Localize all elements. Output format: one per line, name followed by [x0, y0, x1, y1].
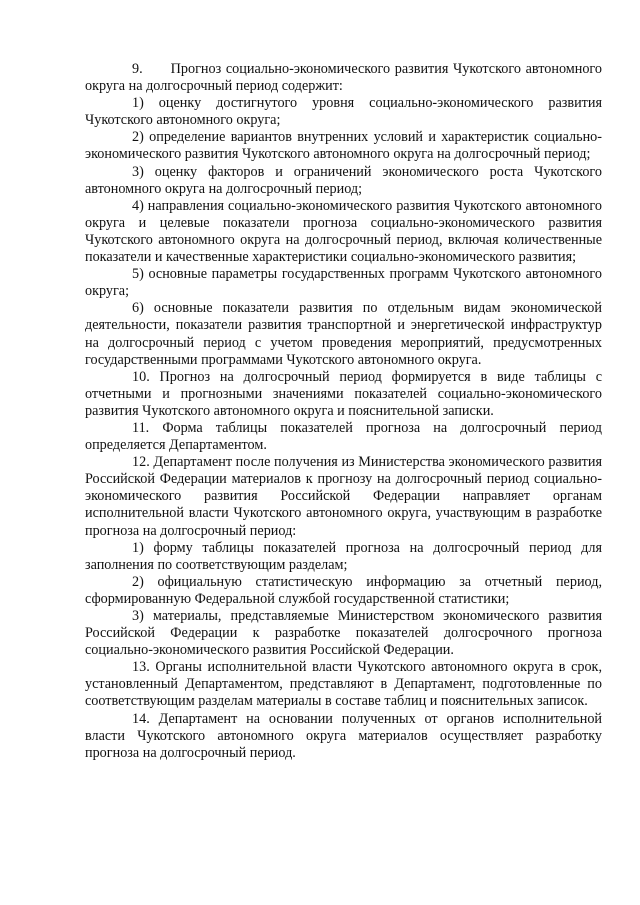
paragraph-9-item-2: 2) определение вариантов внутренних условий и характеристик социально-экономического развития Чукотского автономного округа на долгосрочный период; [85, 129, 602, 163]
paragraph-10: 10. Прогноз на долгосрочный период формируется в виде таблицы с отчетными и прогнозными значениями показателей социально-экономического развития Чукотского автономного округа и пояснительной записки. [85, 368, 602, 419]
paragraph-12-item-1: 1) форму таблицы показателей прогноза на долгосрочный период для заполнения по соответствующим разделам; [85, 539, 602, 573]
paragraph-9: 9. Прогноз социально-экономического развития Чукотского автономного округа на долгосрочный период содержит: [85, 61, 602, 95]
paragraph-12-item-2: 2) официальную статистическую информацию за отчетный период, сформированную Федеральной службой государственной статистики; [85, 573, 602, 607]
paragraph-12-item-3: 3) материалы, представляемые Министерством экономического развития Российской Федерации к разработке показателей долгосрочного прогноза социально-экономического развития Российской Федерации. [85, 608, 602, 659]
paragraph-13: 13. Органы исполнительной власти Чукотского автономного округа в срок, установленный Департаментом, представляют в Департамент, подготовленные по соответствующим разделам материалы в составе таблиц и пояснительных записок. [85, 659, 602, 710]
paragraph-9-item-6: 6) основные показатели развития по отдельным видам экономической деятельности, показатели развития транспортной и энергетической инфраструктур на долгосрочный период с учетом проведения мероприятий, предусмотренных государственными программами Чукотского автономного округа. [85, 300, 602, 368]
paragraph-9-item-3: 3) оценку факторов и ограничений экономического роста Чукотского автономного округа на долгосрочный период; [85, 163, 602, 197]
paragraph-12: 12. Департамент после получения из Министерства экономического развития Российской Федерации материалов к прогнозу на долгосрочный период социально-экономического развития Российской Федерации направляет органам исполнительной власти Чукотского автономного округа, участвующим в разработке прогноза на долгосрочный период: [85, 454, 602, 539]
paragraph-9-item-1: 1) оценку достигнутого уровня социально-экономического развития Чукотского автономного округа; [85, 95, 602, 129]
paragraph-9-item-5: 5) основные параметры государственных программ Чукотского автономного округа; [85, 266, 602, 300]
paragraph-9-item-4: 4) направления социально-экономического развития Чукотского автономного округа и целевые показатели прогноза социально-экономического развития Чукотского автономного округа на долгосрочный период, включая количественные показатели и качественные характеристики социально-экономического развития; [85, 197, 602, 266]
paragraph-14: 14. Департамент на основании полученных от органов исполнительной власти Чукотского автономного округа материалов осуществляет разработку прогноза на долгосрочный период. [85, 710, 602, 761]
paragraph-11: 11. Форма таблицы показателей прогноза на долгосрочный период определяется Департаментом. [85, 419, 602, 454]
document-page [85, 61, 602, 762]
